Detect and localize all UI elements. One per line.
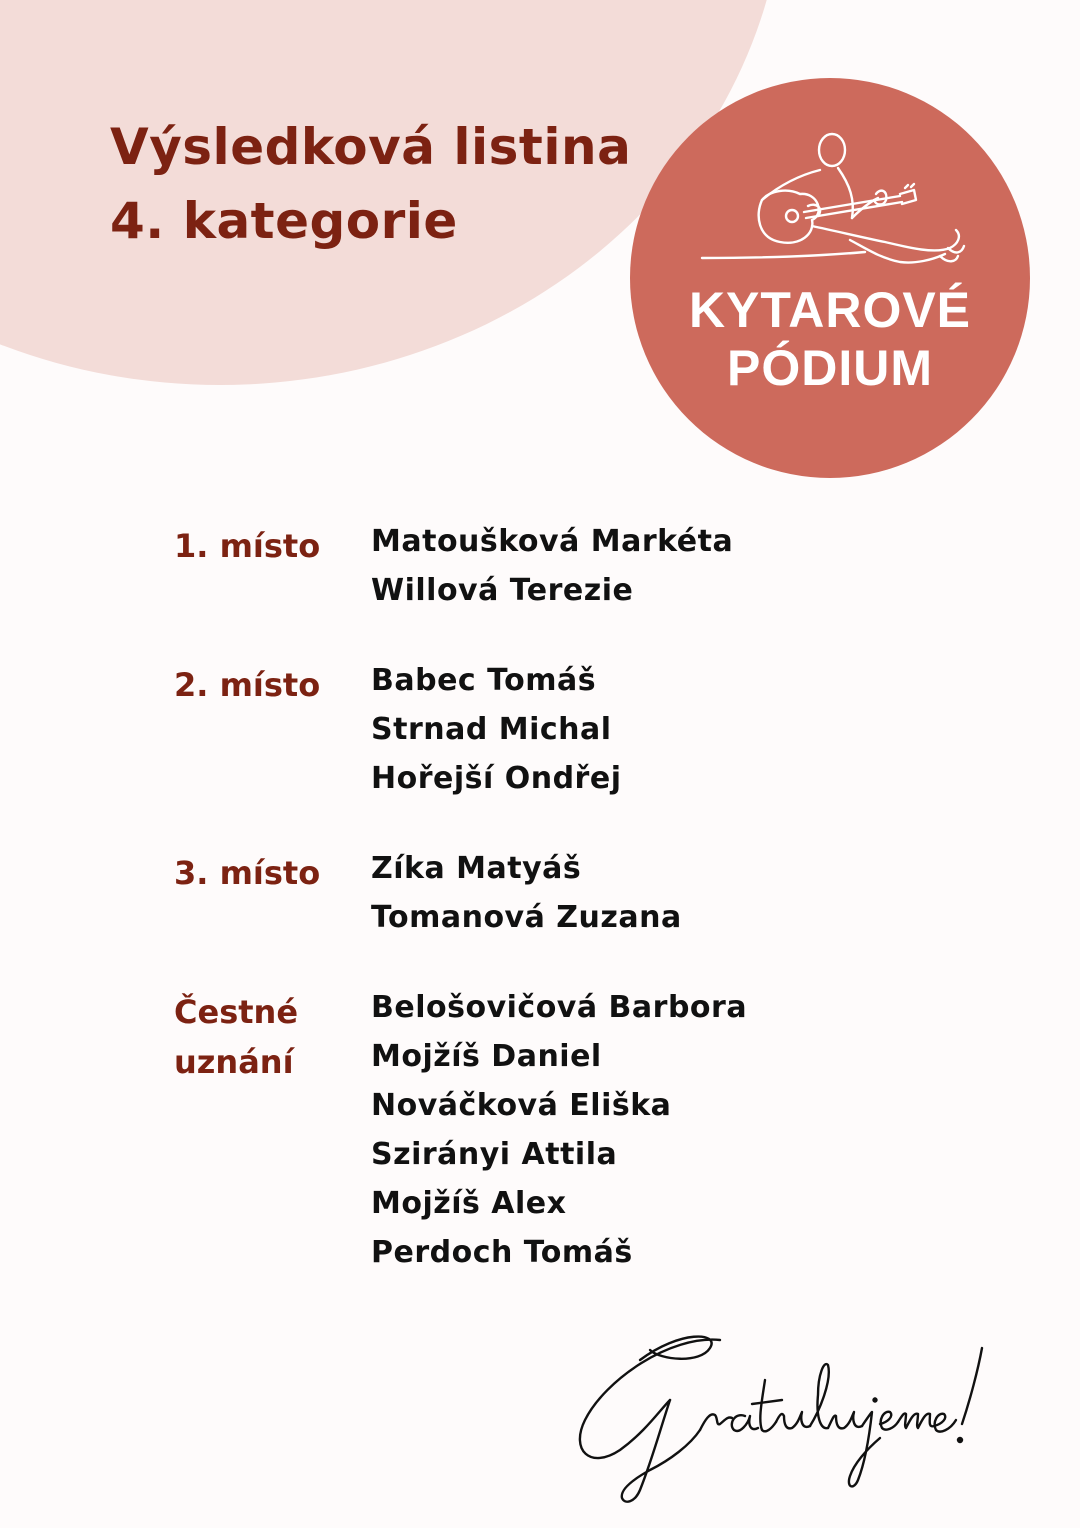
names-list bbox=[371, 517, 934, 615]
place-label: 3. místo bbox=[174, 854, 321, 892]
result-group-third-place bbox=[174, 844, 934, 942]
logo-text-line-2: PÓDIUM bbox=[727, 340, 933, 396]
place-label: 1. místo bbox=[174, 527, 321, 565]
names-list bbox=[371, 844, 934, 942]
logo bbox=[630, 78, 1030, 478]
place-label bbox=[174, 983, 371, 1277]
result-group-second-place bbox=[174, 656, 934, 803]
list-item: Szirányi Attila bbox=[371, 1137, 618, 1172]
names-list bbox=[371, 983, 934, 1277]
result-group-honorable-mention bbox=[174, 983, 934, 1277]
list-item: Hořejší Ondřej bbox=[371, 761, 622, 796]
list-item: Mojžíš Alex bbox=[371, 1186, 567, 1221]
place-label-line-1: Čestné bbox=[174, 993, 299, 1031]
list-item: Perdoch Tomáš bbox=[371, 1235, 633, 1270]
page-title bbox=[110, 110, 631, 258]
results-list bbox=[174, 517, 934, 1277]
list-item: Mojžíš Daniel bbox=[371, 1039, 602, 1074]
title-line-2: 4. kategorie bbox=[110, 192, 458, 250]
list-item: Babec Tomáš bbox=[371, 663, 597, 698]
signature-label bbox=[585, 1370, 1056, 1452]
list-item: Matoušková Markéta bbox=[371, 524, 734, 559]
list-item: Tomanová Zuzana bbox=[371, 900, 682, 935]
title-line-1: Výsledková listina bbox=[110, 118, 632, 176]
place-label-line-2: uznání bbox=[174, 1043, 294, 1081]
result-group-first-place bbox=[174, 517, 934, 615]
names-list bbox=[371, 656, 934, 803]
list-item: Nováčková Eliška bbox=[371, 1088, 672, 1123]
logo-text-line-1: KYTAROVÉ bbox=[688, 282, 972, 338]
place-label: 2. místo bbox=[174, 666, 321, 704]
list-item: Willová Terezie bbox=[371, 573, 634, 608]
guitarist-line-art-icon bbox=[700, 130, 970, 270]
list-item: Belošovičová Barbora bbox=[371, 990, 748, 1025]
list-item: Zíka Matyáš bbox=[371, 851, 582, 886]
list-item: Strnad Michal bbox=[371, 712, 612, 747]
